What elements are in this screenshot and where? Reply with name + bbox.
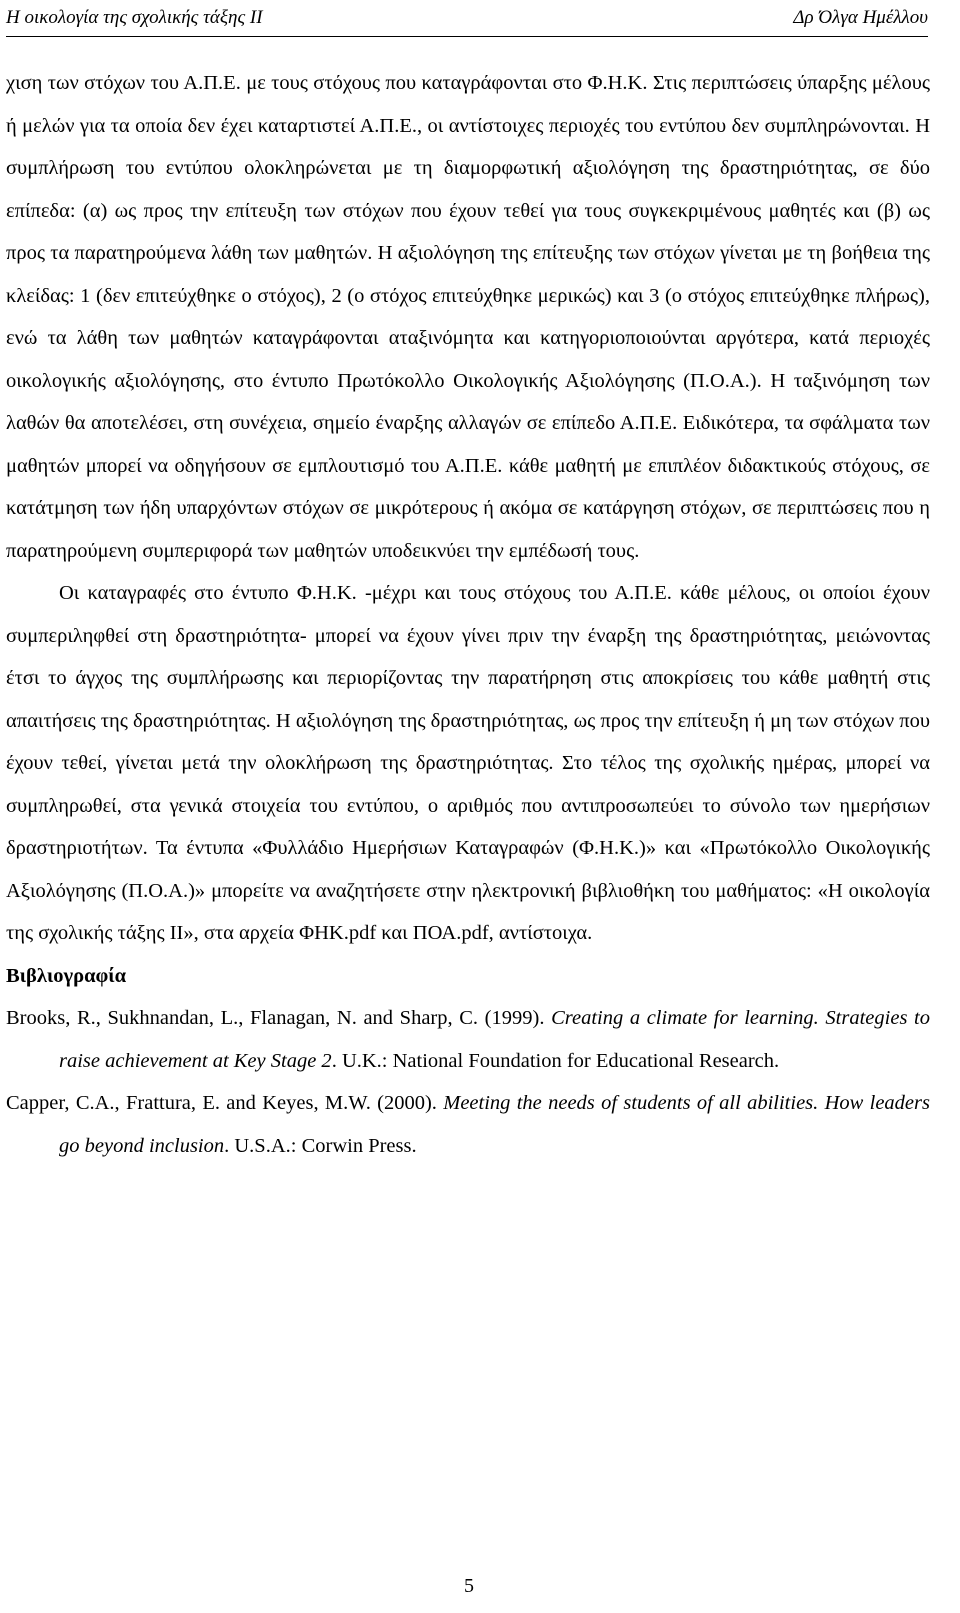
bibliography-heading: Βιβλιογραφία: [6, 964, 127, 987]
paragraph-1: χιση των στόχων του Α.Π.Ε. με τους στόχους που καταγράφονται στο Φ.Η.Κ. Στις περιπτώσεις ύπαρξης μέλους ή μελών για τα οποία δεν έχει καταρτιστεί Α.Π.Ε., οι αντίστοιχες περιοχές του εντύπου δεν συμπληρώνονται. Η συμπλήρωση του εντύπου ολοκληρώνεται με τη διαμορφωτική αξιολόγηση της δραστηριότητας, σε δύο επίπεδα: (α) ως προς την επίτευξη των στόχων που έχουν τεθεί για τους συγκεκριμένους μαθητές και (β) ως προς τα παρατηρούμενα λάθη των μαθητών. Η αξιολόγηση της επίτευξης των στόχων γίνεται με τη βοήθεια της κλείδας: 1 (δεν επιτεύχθηκε ο στόχος), 2 (ο στόχος επιτεύχθηκε μερικώς) και 3 (ο στόχος επιτεύχθηκε πλήρως), ενώ τα λάθη των μαθητών καταγράφονται αταξινόμητα και κατηγοριοποιούνται αργότερα, κατά περιοχές οικολογικής αξιολόγησης, στο έντυπο Πρωτόκολλο Οικολογικής Αξιολόγησης (Π.Ο.Α.). Η ταξινόμηση των λαθών θα αποτελέσει, στη συνέχεια, σημείο έναρξης αλλαγών σε επίπεδο Α.Π.Ε. Ειδικότερα, τα σφάλματα των μαθητών μπορεί να οδηγήσουν σε εμπλουτισμό του Α.Π.Ε. κάθε μαθητή με επιπλέον διδακτικούς στόχους, σε κατάτμηση των ήδη υπαρχόντων στόχων σε μικρότερους ή ακόμα σε κατάργηση στόχων, σε περιπτώσεις που η παρατηρούμενη συμπεριφορά των μαθητών υποδεικνύει την εμπέδωσή τους.: [6, 72, 930, 562]
body-text: [6, 62, 930, 1167]
running-header: [6, 2, 928, 37]
header-author: Δρ Όλγα Ημέλλου: [793, 7, 928, 28]
reference-publisher: . U.K.: National Foundation for Educational Research.: [331, 1049, 780, 1072]
header-course-title: Η οικολογία της σχολικής τάξης ΙΙ: [6, 7, 263, 28]
reference-authors: Brooks, R., Sukhnandan, L., Flanagan, N. and Sharp, C. (1999).: [6, 1007, 552, 1029]
reference-capper: [6, 1082, 930, 1167]
reference-publisher: . U.S.A.: Corwin Press.: [224, 1134, 417, 1157]
reference-brooks: [6, 997, 930, 1082]
reference-title: Meeting the needs of students of all abilities. How leaders go beyond inclusion: [59, 1092, 930, 1157]
paragraph-2: Οι καταγραφές στο έντυπο Φ.Η.Κ. -μέχρι και τους στόχους του Α.Π.Ε. κάθε μέλους, οι οποίοι έχουν συμπεριληφθεί στη δραστηριότητα- μπορεί να έχουν γίνει πριν την έναρξη της δραστηριότητας, μειώνοντας έτσι το άγχος της συμπλήρωσης και περιορίζοντας την παρατήρηση στις αποκρίσεις του κάθε μαθητή στις απαιτήσεις της δραστηριότητας. Η αξιολόγηση της δραστηριότητας, ως προς την επίτευξη ή μη των στόχων που έχουν τεθεί, γίνεται μετά την ολοκλήρωση της δραστηριότητας. Στο τέλος της σχολικής ημέρας, μπορεί να συμπληρωθεί, στα γενικά στοιχεία του εντύπου, ο αριθμός που αντιπροσωπεύει το σύνολο των ημερήσιων δραστηριοτήτων. Τα έντυπα «Φυλλάδιο Ημερήσιων Καταγραφών (Φ.Η.Κ.)» και «Πρωτόκολλο Οικολογικής Αξιολόγησης (Π.Ο.Α.)» μπορείτε να αναζητήσετε στην ηλεκτρονική βιβλιοθήκη του μαθήματος: «Η οικολογία της σχολικής τάξης ΙΙ», στα αρχεία ΦΗΚ.pdf και ΠΟΑ.pdf, αντίστοιχα.: [6, 582, 930, 944]
reference-authors: Capper, C.A., Frattura, E. and Keyes, M.W. (2000).: [6, 1092, 444, 1114]
reference-title: Creating a climate for learning. Strategies to raise achievement at Key Stage 2: [59, 1007, 930, 1072]
page-number: 5: [464, 1575, 474, 1597]
